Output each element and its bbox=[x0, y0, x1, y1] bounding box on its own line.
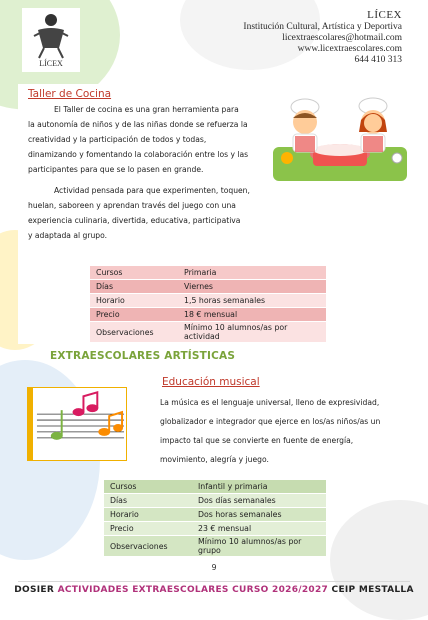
table-value: 23 € mensual bbox=[192, 522, 326, 536]
table-value: Primaria bbox=[178, 266, 326, 280]
music-info-table bbox=[104, 479, 326, 556]
table-row bbox=[104, 536, 326, 557]
table-row bbox=[104, 522, 326, 536]
table-key: Horario bbox=[90, 294, 178, 308]
cooking-line: dinamizando y fomentando la colaboración entre los y las bbox=[28, 150, 249, 159]
cooking-line: creatividad y la participación de todos y todas, bbox=[28, 135, 207, 144]
svg-text:LÍCEX: LÍCEX bbox=[39, 59, 63, 68]
table-row bbox=[104, 494, 326, 508]
organization-info bbox=[243, 10, 402, 66]
footer-highlight: ACTIVIDADES EXTRAESCOLARES CURSO 2026/2027 bbox=[57, 585, 329, 595]
table-key: Precio bbox=[90, 308, 178, 322]
music-line: movimiento, alegría y juego. bbox=[160, 455, 269, 464]
table-value: Mínimo 10 alumnos/as por actividad bbox=[178, 322, 326, 343]
org-subtitle: Institución Cultural, Artística y Deportiva bbox=[243, 22, 402, 32]
cooking-info-table bbox=[90, 265, 326, 343]
table-key: Observaciones bbox=[104, 536, 192, 557]
page-number: 9 bbox=[211, 563, 217, 572]
table-key: Observaciones bbox=[90, 322, 178, 343]
music-line: globalizador e integrador que ejerce en los/as niños/as un bbox=[160, 417, 381, 426]
table-row bbox=[90, 294, 326, 308]
table-value: Mínimo 10 alumnos/as por grupo bbox=[192, 536, 326, 557]
table-row bbox=[104, 508, 326, 522]
table-value: 1,5 horas semanales bbox=[178, 294, 326, 308]
table-key: Días bbox=[90, 280, 178, 294]
cooking-line: y adaptada al grupo. bbox=[28, 231, 108, 240]
table-row bbox=[90, 280, 326, 294]
cooking-title: Taller de Cocina bbox=[28, 88, 112, 100]
licex-logo bbox=[22, 8, 80, 72]
background-blob-gray bbox=[330, 500, 428, 620]
table-row bbox=[90, 266, 326, 280]
table-row bbox=[104, 480, 326, 494]
footer-divider bbox=[18, 581, 410, 582]
cooking-paragraph-2 bbox=[28, 183, 268, 243]
music-line: impacto tal que se convierte en fuente de energía, bbox=[160, 436, 354, 445]
table-key: Cursos bbox=[90, 266, 178, 280]
org-name: LÍCEX bbox=[367, 9, 402, 21]
kids-cooking-illustration bbox=[265, 92, 415, 187]
table-value: Dos horas semanales bbox=[192, 508, 326, 522]
cooking-line: participantes para que se lo pasen en grande. bbox=[28, 165, 204, 174]
cooking-line: Actividad pensada para que experimenten, toquen, bbox=[54, 186, 250, 195]
music-line: La música es el lenguaje universal, lleno de expresividad, bbox=[160, 398, 380, 407]
footer-suffix: CEIP MESTALLA bbox=[331, 585, 414, 595]
org-phone: 644 410 313 bbox=[354, 55, 402, 65]
org-email[interactable]: licextraescolares@hotmail.com bbox=[282, 33, 402, 43]
table-row bbox=[90, 308, 326, 322]
music-paragraph bbox=[160, 393, 408, 469]
table-key: Precio bbox=[104, 522, 192, 536]
music-title: Educación musical bbox=[162, 376, 260, 388]
footer-prefix: DOSIER bbox=[14, 585, 55, 595]
arts-heading: EXTRAESCOLARES ARTÍSTICAS bbox=[50, 350, 236, 362]
table-value: Infantil y primaria bbox=[192, 480, 326, 494]
table-key: Cursos bbox=[104, 480, 192, 494]
cooking-line: experiencia culinaria, divertida, educativa, participativa bbox=[28, 216, 241, 225]
cooking-paragraph-1 bbox=[28, 102, 268, 177]
cooking-line: El Taller de cocina es una gran herramienta para bbox=[54, 105, 239, 114]
cooking-line: la autonomía de niños y de las niñas donde se refuerza la bbox=[28, 120, 248, 129]
org-website[interactable]: www.licextraescolares.com bbox=[297, 44, 402, 54]
table-key: Días bbox=[104, 494, 192, 508]
music-notes-illustration bbox=[27, 387, 127, 461]
footer-text bbox=[0, 585, 428, 595]
table-key: Horario bbox=[104, 508, 192, 522]
table-row bbox=[90, 322, 326, 343]
cooking-line: huelan, saboreen y aprendan través del juego con una bbox=[28, 201, 236, 210]
table-value: Dos días semanales bbox=[192, 494, 326, 508]
table-value: 18 € mensual bbox=[178, 308, 326, 322]
table-value: Viernes bbox=[178, 280, 326, 294]
